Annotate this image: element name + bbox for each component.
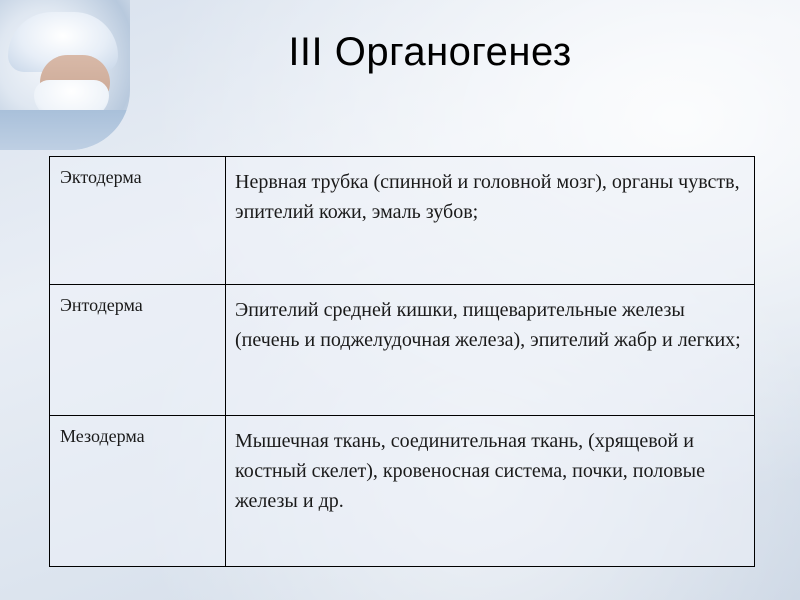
table-row <box>50 285 755 416</box>
page-title: III Органогенез <box>288 30 572 74</box>
surgeon-photo <box>0 0 130 150</box>
organogenesis-table <box>49 156 755 567</box>
surgical-gown <box>0 110 130 150</box>
germ-layer-cell: Мезодерма <box>50 416 226 567</box>
table-row <box>50 157 755 285</box>
derived-organs-cell: Эпителий средней кишки, пищеварительные железы (печень и поджелудочная железа), эпителий жабр и легких; <box>226 285 755 416</box>
germ-layer-cell: Эктодерма <box>50 157 226 285</box>
derived-organs-cell: Нервная трубка (спинной и головной мозг), органы чувств, эпителий кожи, эмаль зубов; <box>226 157 755 285</box>
table-row <box>50 416 755 567</box>
germ-layer-cell: Энтодерма <box>50 285 226 416</box>
derived-organs-cell: Мышечная ткань, соединительная ткань, (хрящевой и костный скелет), кровеносная система, почки, половые железы и др. <box>226 416 755 567</box>
